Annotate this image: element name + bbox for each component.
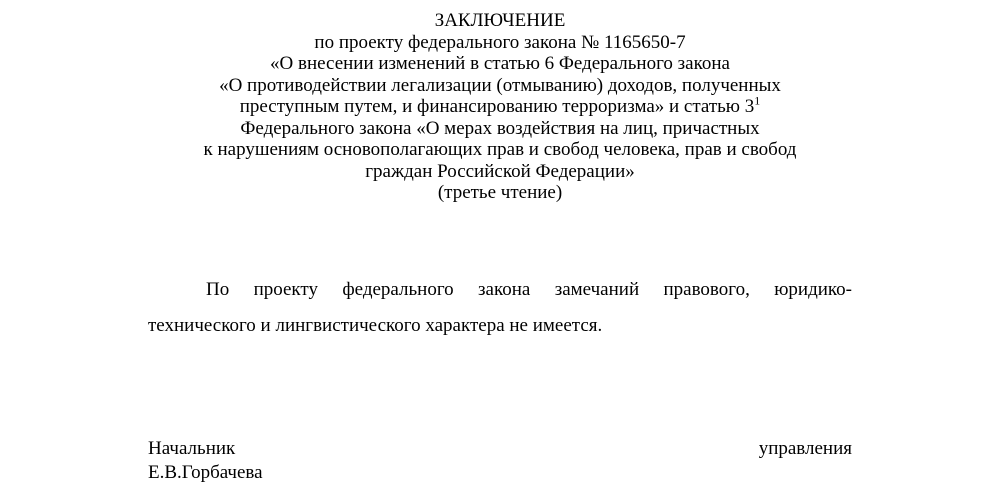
bill-subject-line-2: «О противодействии легализации (отмыванию) доходов, полученных — [219, 74, 781, 96]
bill-subject-line-3 — [0, 93, 1000, 118]
reading-stage: (третье чтение) — [437, 182, 563, 203]
signatory-name: Е.В.Горбачева — [148, 462, 263, 483]
conclusion-text-line-2: технического и лингвистического характера не имеется. — [148, 315, 603, 336]
signature-position-right: управления — [758, 438, 852, 459]
bill-subject-line-1: «О внесении изменений в статью 6 Федерального закона — [270, 53, 730, 74]
document-title: ЗАКЛЮЧЕНИЕ — [434, 10, 566, 31]
bill-number-line: по проекту федерального закона № 1165650-7 — [314, 31, 686, 53]
conclusion-text-line-1: По проекту федерального закона замечаний правового, юридико- — [206, 279, 852, 300]
bill-subject-line-4: Федерального закона «О мерах воздействия на лиц, причастных — [240, 117, 760, 139]
bill-subject-line-6: граждан Российской Федерации» — [365, 160, 635, 182]
article-superscript: 1 — [754, 93, 761, 108]
signature-position — [148, 438, 852, 460]
bill-subject-line-5: к нарушениям основополагающих прав и свобод человека, прав и свобод — [203, 139, 797, 160]
bill-subject-line-3-text: преступным путем, и финансированию терроризма» и статью 3 — [239, 96, 755, 117]
signature-position-left: Начальник — [148, 438, 236, 459]
document-header — [0, 10, 1000, 204]
